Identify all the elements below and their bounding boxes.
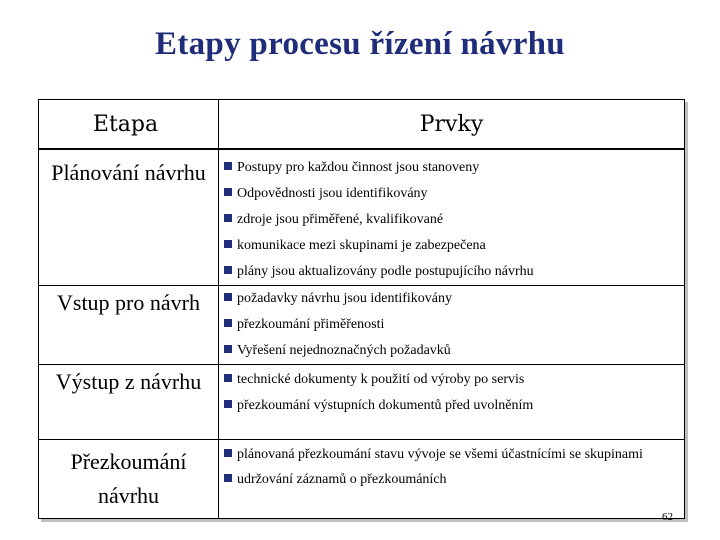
items-cell <box>219 365 685 440</box>
stage-cell <box>39 440 219 519</box>
square-bullet-icon <box>224 188 232 196</box>
square-bullet-icon <box>224 474 232 482</box>
stage-cell <box>39 365 219 440</box>
square-bullet-icon <box>224 374 232 382</box>
square-bullet-icon <box>224 400 232 408</box>
table-row <box>39 149 685 286</box>
square-bullet-icon <box>224 319 232 327</box>
table-header-row <box>39 100 685 150</box>
square-bullet-icon <box>224 266 232 274</box>
list-item: požadavky návrhu jsou identifikovány <box>224 286 684 312</box>
list-item: technické dokumenty k použití od výroby po servis <box>224 367 684 393</box>
header-stage: Etapa <box>39 100 219 150</box>
list-item: udržování záznamů o přezkoumáních <box>224 467 684 493</box>
list-item: Odpovědnosti jsou identifikovány <box>224 181 684 207</box>
table-row <box>39 286 685 365</box>
list-item: přezkoumání přiměřenosti <box>224 312 684 338</box>
list-item: komunikace mezi skupinami je zabezpečena <box>224 233 684 259</box>
items-cell <box>219 286 685 365</box>
list-item: plány jsou aktualizovány podle postupujícího návrhu <box>224 259 684 285</box>
square-bullet-icon <box>224 162 232 170</box>
list-item: přezkoumání výstupních dokumentů před uvolněním <box>224 393 684 419</box>
stage-label: Plánování návrhu <box>51 160 206 185</box>
header-items: Prvky <box>219 100 685 150</box>
list-item: plánovaná přezkoumání stavu vývoje se všemi účastnícími se skupinami <box>224 442 684 467</box>
square-bullet-icon <box>224 449 232 457</box>
list-item: Vyřešení nejednoznačných požadavků <box>224 338 684 364</box>
list-item: Postupy pro každou činnost jsou stanoveny <box>224 155 684 181</box>
items-cell <box>219 440 685 519</box>
table-row <box>39 440 685 519</box>
square-bullet-icon <box>224 240 232 248</box>
square-bullet-icon <box>224 214 232 222</box>
stage-label: Vstup pro návrh <box>57 290 200 315</box>
square-bullet-icon <box>224 293 232 301</box>
stage-cell <box>39 286 219 365</box>
page-number: 62 <box>662 511 673 523</box>
stage-cell <box>39 149 219 286</box>
square-bullet-icon <box>224 345 232 353</box>
slide-title: Etapy procesu řízení návrhu <box>155 26 565 62</box>
stage-label: Výstup z návrhu <box>55 369 202 394</box>
table-row <box>39 365 685 440</box>
list-item: zdroje jsou přiměřené, kvalifikované <box>224 207 684 233</box>
stages-table <box>38 99 685 519</box>
items-cell <box>219 149 685 286</box>
stage-label: Přezkoumání návrhu <box>70 449 187 508</box>
